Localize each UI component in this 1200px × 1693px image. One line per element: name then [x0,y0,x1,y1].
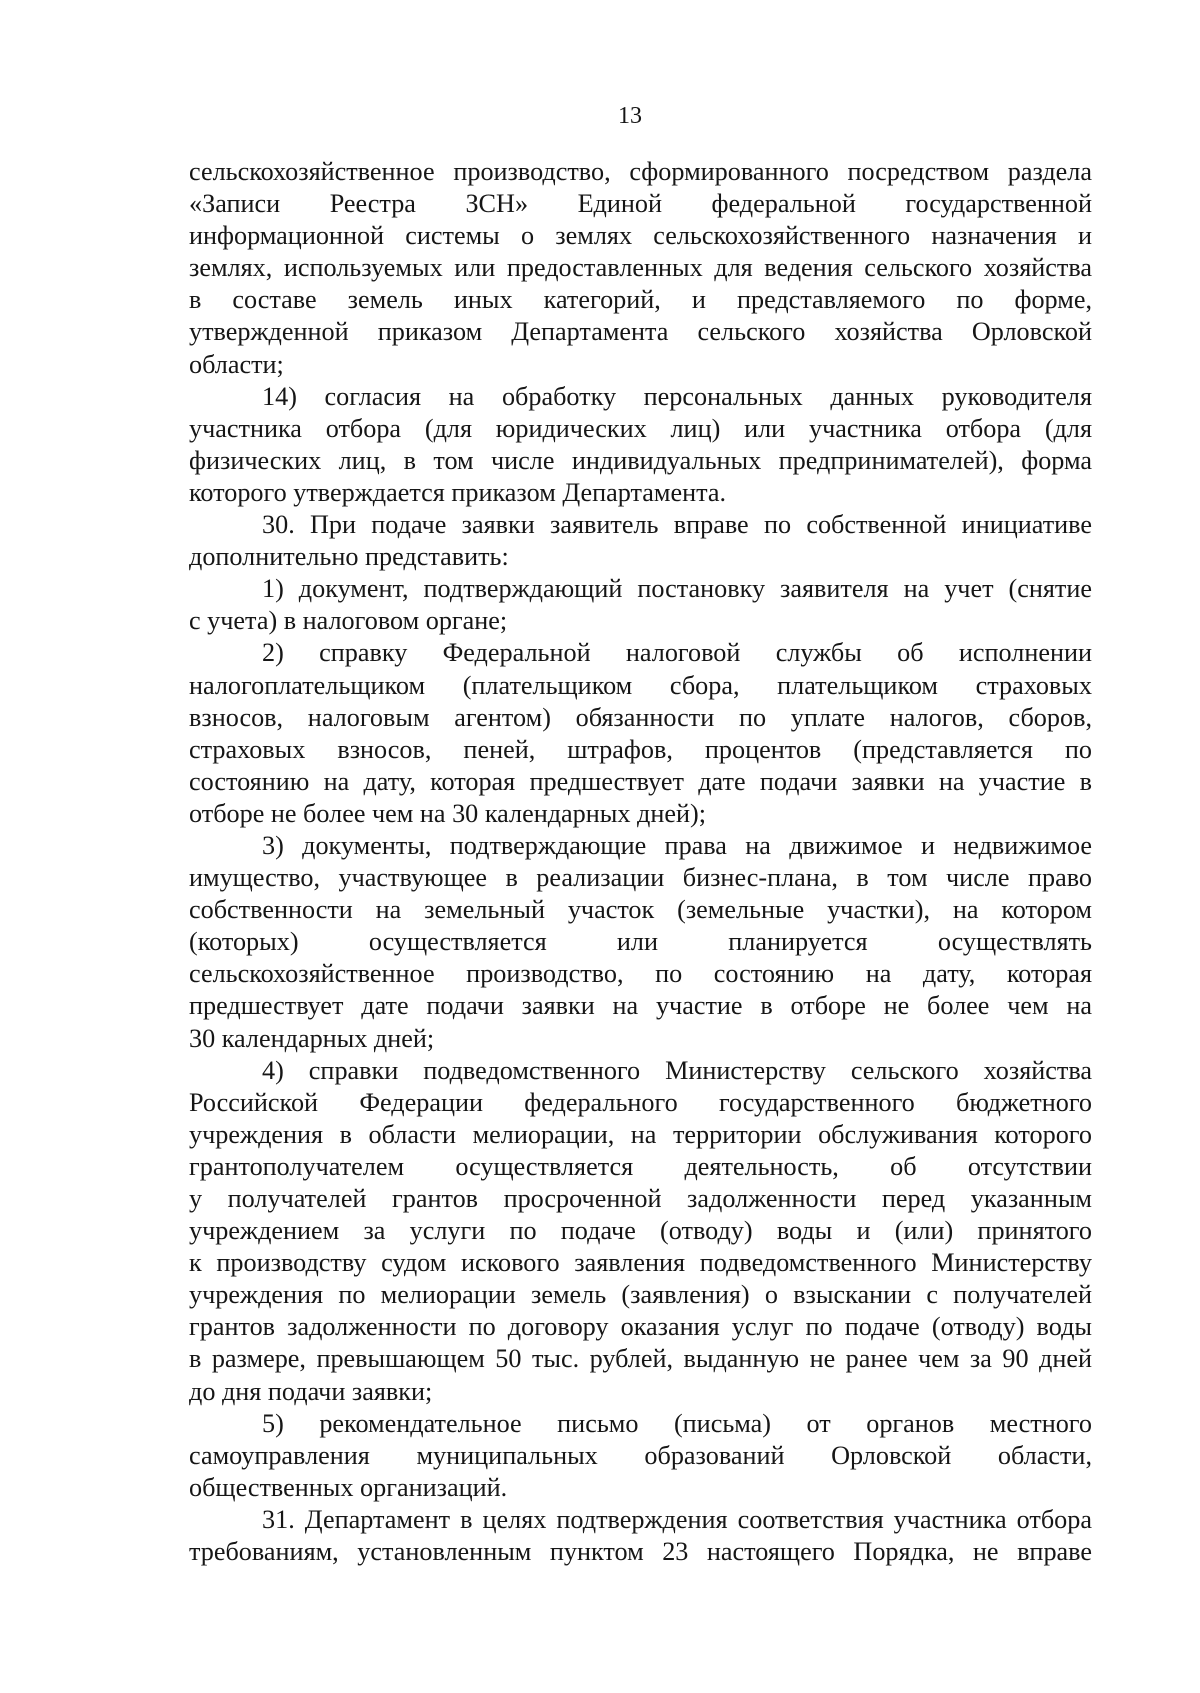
text-line: грантополучателем осуществляется деятельность, об отсутствии [189,1151,1092,1181]
text-line: информационной системы о землях сельскохозяйственного назначения и [189,221,1092,251]
text-line: 4) справки подведомственного Министерству сельского хозяйства [262,1055,1092,1085]
text-line: до дня подачи заявки; [189,1376,433,1406]
text-line: землях, используемых или предоставленных для ведения сельского хозяйства [189,253,1092,283]
text-line: сельскохозяйственное производство, по состоянию на дату, которая [189,959,1092,989]
text-line: физических лиц, в том числе индивидуальных предпринимателей), форма [189,445,1092,475]
text-line: страховых взносов, пеней, штрафов, процентов (представляется по [189,734,1092,764]
text-line: налогоплательщиком (плательщиком сбора, плательщиком страховых [189,670,1092,700]
text-line: у получателей грантов просроченной задолженности перед указанным [189,1184,1092,1213]
text-line: собственности на земельный участок (земельные участки), на котором [189,895,1092,925]
text-line: с учета) в налоговом органе; [189,606,508,636]
text-line: 5) рекомендательное письмо (письма) от органов местного [262,1408,1092,1438]
page-number: 13 [618,103,642,129]
text-line: общественных организаций. [189,1472,508,1502]
text-line: (которых) осуществляется или планируется осуществлять [189,927,1092,957]
text-line: 2) справку Федеральной налоговой службы об исполнении [262,638,1092,668]
text-line: 30. При подаче заявки заявитель вправе по собственной инициативе [262,510,1092,540]
text-line: 3) документы, подтверждающие права на движимое и недвижимое [262,830,1092,860]
document-body [189,156,1092,1568]
text-line: в составе земель иных категорий, и представляемого по форме, [189,285,1092,315]
text-line: 14) согласия на обработку персональных данных руководителя [262,381,1092,411]
text-line: учреждением за услуги по подаче (отводу) воды и (или) принятого [189,1216,1092,1246]
text-line: состоянию на дату, которая предшествует дате подачи заявки на участие в [189,766,1092,796]
text-line: требованиям, установленным пунктом 23 настоящего Порядка, не вправе [189,1537,1092,1567]
text-line: отборе не более чем на 30 календарных дней); [189,798,706,828]
text-line: самоуправления муниципальных образований Орловской области, [189,1440,1092,1470]
text-line: имущество, участвующее в реализации бизнес-плана, в том числе право [189,863,1092,893]
text-line: 31. Департамент в целях подтверждения соответствия участника отбора [262,1504,1092,1534]
text-line: дополнительно представить: [189,542,509,572]
text-line: взносов, налоговым агентом) обязанности по уплате налогов, сборов, [189,702,1092,732]
text-line: области; [189,349,284,379]
text-line: утвержденной приказом Департамента сельского хозяйства Орловской [189,317,1092,347]
text-line: в размере, превышающем 50 тыс. рублей, выданную не ранее чем за 90 дней [189,1344,1092,1374]
text-line: участника отбора (для юридических лиц) или участника отбора (для [189,413,1092,443]
text-line: предшествует дате подачи заявки на участие в отборе не более чем на [189,991,1092,1021]
text-line: сельскохозяйственное производство, сформированного посредством раздела [189,157,1092,186]
text-line: 1) документ, подтверждающий постановку заявителя на учет (снятие [262,574,1092,604]
text-line: грантов задолженности по договору оказания услуг по подаче (отводу) воды [189,1312,1092,1342]
text-line: учреждения по мелиорации земель (заявления) о взыскании с получателей [189,1280,1092,1310]
text-line: 30 календарных дней; [189,1023,435,1053]
text-line: которого утверждается приказом Департамента. [189,477,727,507]
text-line: к производству судом искового заявления подведомственного Министерству [189,1248,1092,1278]
text-line: учреждения в области мелиорации, на территории обслуживания которого [189,1119,1092,1149]
text-line: «Записи Реестра ЗСН» Единой федеральной государственной [189,189,1092,219]
text-line: Российской Федерации федерального государственного бюджетного [189,1087,1092,1117]
